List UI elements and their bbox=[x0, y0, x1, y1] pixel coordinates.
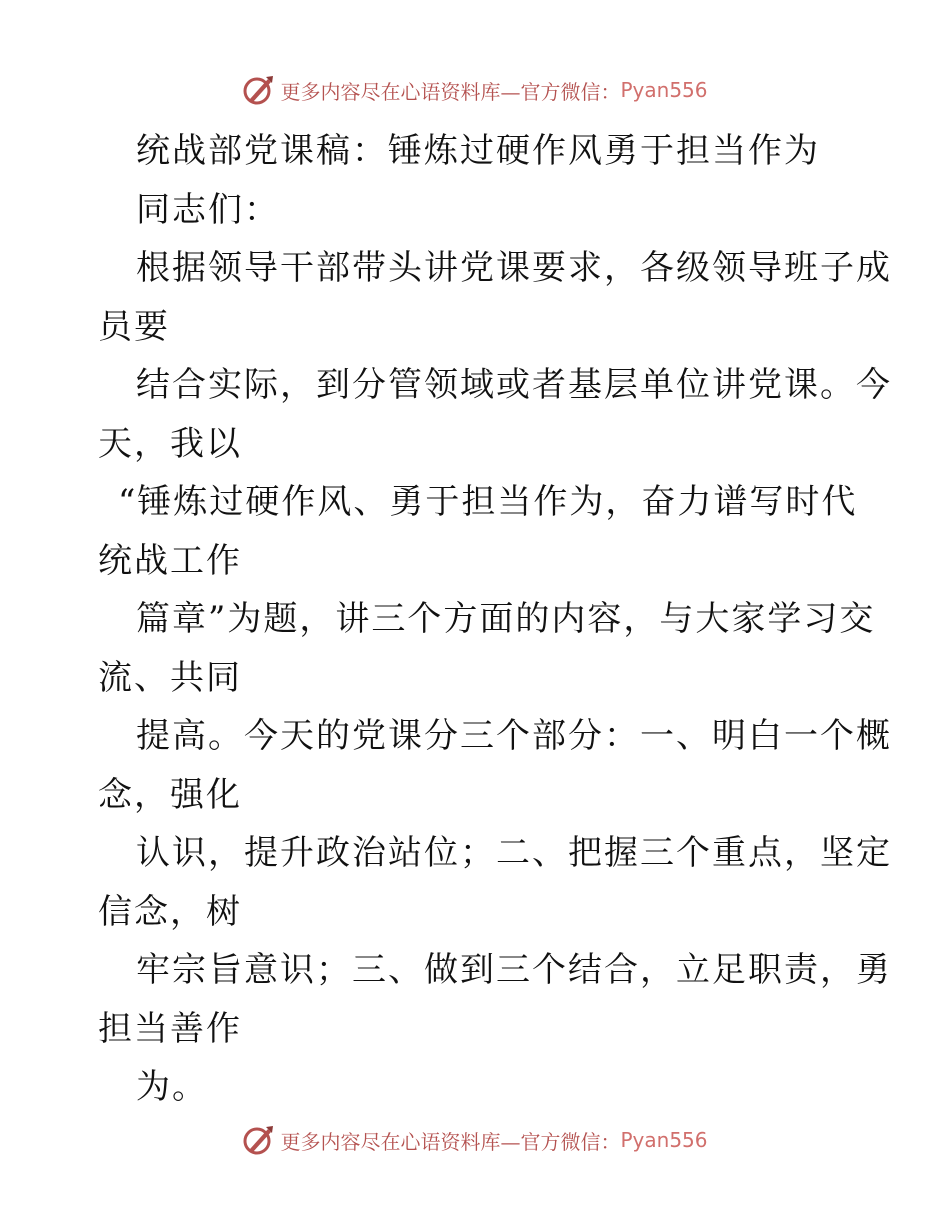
quill-logo-icon bbox=[242, 73, 276, 107]
paragraph-line: 篇章”为题，讲三个方面的内容，与大家学习交 bbox=[136, 599, 876, 639]
paragraph-line: “锤炼过硬作风、勇于担当作为，奋力谱写时代 bbox=[118, 482, 858, 522]
paragraph-line: 提高。今天的党课分三个部分：一、明白一个概 bbox=[136, 716, 892, 756]
paragraph-line: 员要 bbox=[98, 306, 170, 347]
paragraph-line: 认识，提升政治站位；二、把握三个重点，坚定 bbox=[136, 833, 892, 873]
paragraph-line: 统战工作 bbox=[98, 540, 242, 581]
watermark-handle: Pyan556 bbox=[620, 1128, 708, 1152]
watermark-handle: Pyan556 bbox=[620, 78, 708, 102]
paragraph-line: 结合实际，到分管领域或者基层单位讲党课。今 bbox=[136, 365, 892, 405]
salutation: 同志们： bbox=[136, 189, 280, 230]
paragraph-line: 天，我以 bbox=[98, 423, 242, 464]
paragraph-line: 为。 bbox=[136, 1067, 208, 1107]
header-watermark-banner bbox=[0, 70, 950, 110]
paragraph-line: 念，强化 bbox=[98, 774, 242, 815]
quill-logo-icon bbox=[242, 1123, 276, 1157]
watermark-text: 更多内容尽在心语资料库—官方微信： bbox=[280, 79, 621, 104]
paragraph-line: 信念，树 bbox=[98, 891, 242, 932]
paragraph-line: 根据领导干部带头讲党课要求，各级领导班子成 bbox=[136, 248, 892, 288]
watermark-text: 更多内容尽在心语资料库—官方微信： bbox=[280, 1129, 621, 1154]
paragraph-line: 牢宗旨意识；三、做到三个结合，立足职责，勇 bbox=[136, 950, 892, 990]
document-body bbox=[98, 122, 892, 1117]
footer-watermark-banner bbox=[0, 1120, 950, 1160]
document-title: 统战部党课稿：锤炼过硬作风勇于担当作为 bbox=[136, 131, 820, 171]
paragraph-line: 流、共同 bbox=[98, 657, 242, 698]
paragraph-line: 担当善作 bbox=[98, 1008, 242, 1049]
